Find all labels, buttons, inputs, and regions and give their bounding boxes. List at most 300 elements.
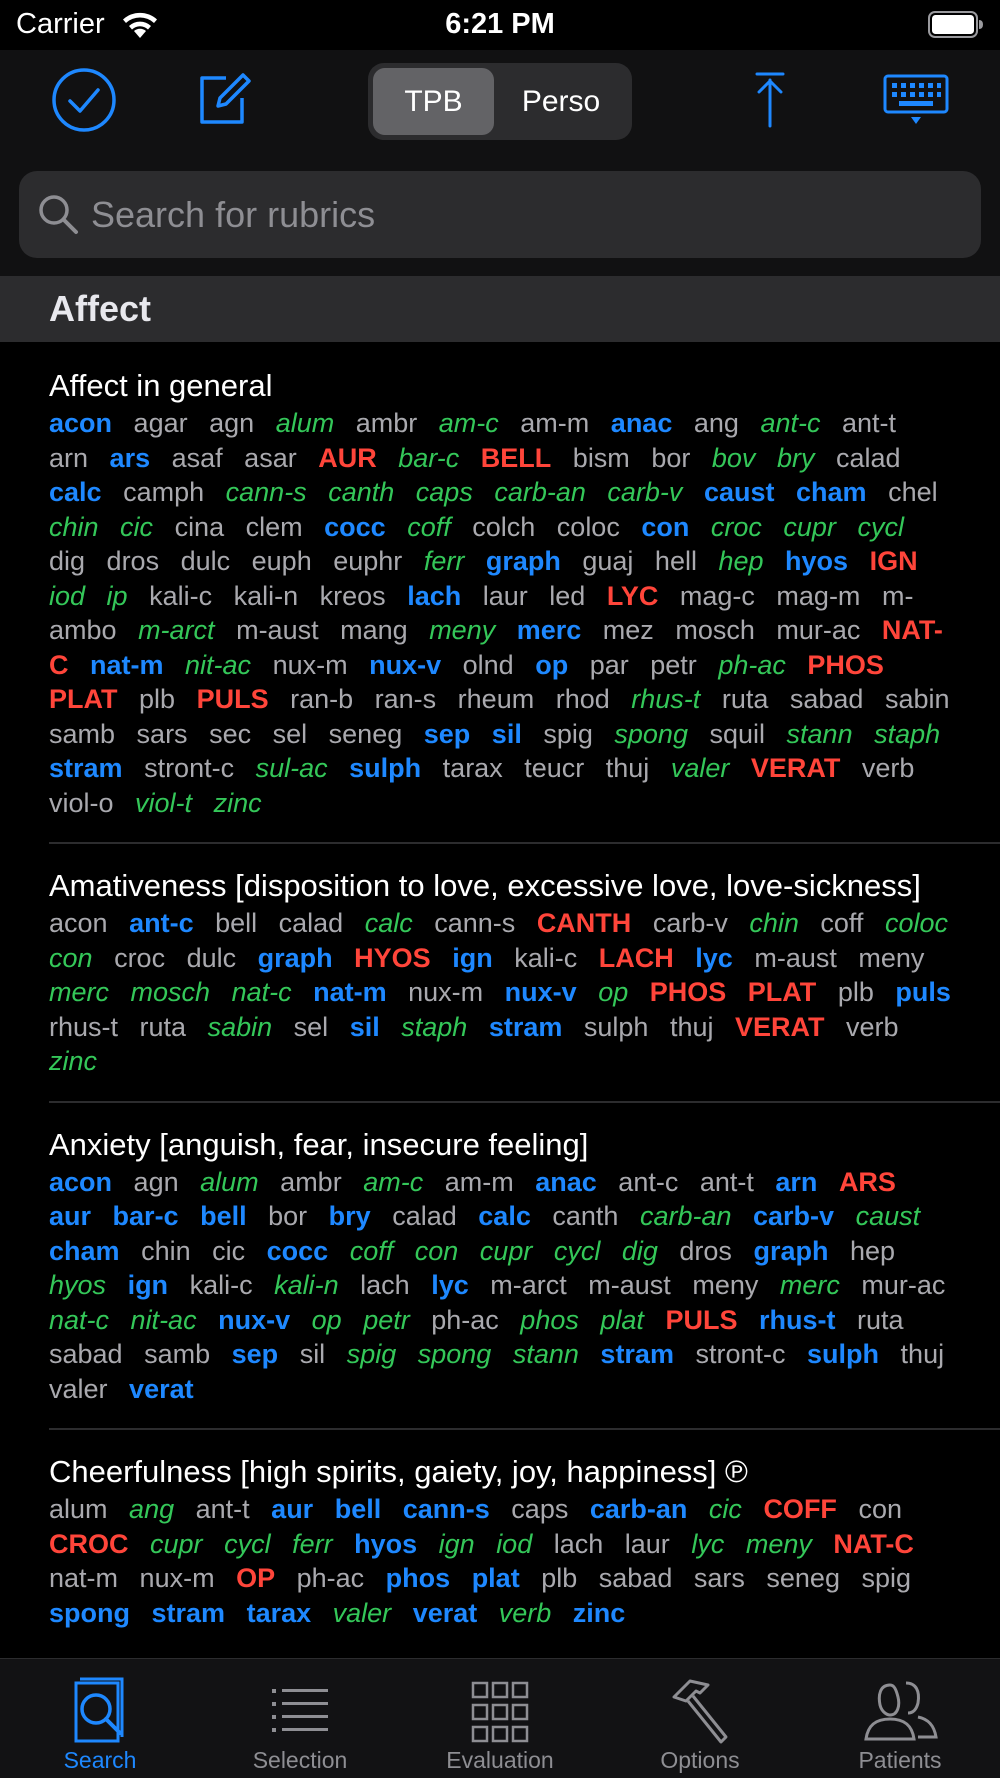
remedy[interactable]: stram (49, 753, 123, 783)
remedy[interactable]: coff (820, 908, 864, 938)
remedy[interactable]: staph (874, 718, 941, 749)
remedy[interactable]: meny (745, 1528, 812, 1559)
remedy[interactable]: stront-c (144, 753, 235, 783)
remedy[interactable]: AUR (318, 442, 377, 473)
remedy[interactable]: BELL (480, 442, 552, 473)
remedy[interactable]: lyc (431, 1270, 469, 1300)
rubric-item[interactable] (0, 1428, 1000, 1652)
remedy[interactable]: merc (49, 977, 109, 1007)
remedy[interactable]: samb (49, 718, 116, 749)
scroll-to-top-icon[interactable] (755, 72, 785, 128)
remedy[interactable]: rheum (457, 684, 535, 714)
remedy[interactable]: am-m (520, 408, 590, 438)
remedy[interactable]: con (858, 1494, 902, 1524)
remedy[interactable]: croc (114, 942, 166, 973)
remedy[interactable]: CROC (49, 1528, 129, 1559)
remedy[interactable]: bell (215, 908, 258, 938)
remedy[interactable]: olnd (462, 649, 514, 680)
remedy[interactable]: rhus-t (631, 684, 701, 714)
remedy[interactable]: PHOS (807, 649, 884, 680)
remedy[interactable]: acon (49, 908, 108, 938)
remedy[interactable]: anac (535, 1166, 597, 1197)
remedy[interactable]: hep (718, 546, 764, 576)
remedy[interactable]: spong (614, 718, 688, 749)
remedy[interactable]: agn (133, 1166, 179, 1197)
list-icon (260, 1675, 340, 1749)
remedy[interactable]: plat (600, 1304, 644, 1335)
remedy[interactable]: merc (779, 1270, 840, 1300)
remedy[interactable]: mosch (675, 615, 755, 645)
remedy[interactable]: m-ambo (49, 580, 914, 645)
remedy[interactable]: nux-m (272, 649, 348, 680)
remedy[interactable]: thuj (669, 1011, 714, 1042)
segment-tpb[interactable]: TPB (373, 68, 494, 135)
remedy[interactable]: tarax (246, 1597, 312, 1628)
remedy[interactable]: cic (120, 511, 154, 542)
remedy[interactable]: teucr (524, 753, 585, 783)
remedy[interactable]: nux-m (139, 1563, 215, 1593)
rubric-item[interactable] (0, 342, 1000, 842)
remedy[interactable]: cham (796, 477, 867, 507)
tab-evaluation[interactable] (400, 1659, 600, 1778)
remedy[interactable]: valer (332, 1597, 392, 1628)
remedy[interactable]: carb-v (753, 1201, 835, 1231)
remedy[interactable]: alum (200, 1166, 259, 1197)
remedy[interactable]: sabin (884, 684, 950, 714)
remedy[interactable]: arn (49, 442, 89, 473)
remedy[interactable]: bell (334, 1494, 382, 1524)
remedy[interactable]: calad (835, 442, 901, 473)
segment-perso[interactable]: Perso (521, 85, 601, 118)
remedy[interactable]: carb-v (652, 908, 728, 938)
rubric-item[interactable] (0, 842, 1000, 1101)
keyboard-dismiss-icon[interactable] (883, 74, 949, 126)
remedy[interactable]: camph (123, 477, 205, 507)
remedy[interactable]: ARS (838, 1166, 896, 1197)
remedy[interactable]: COFF (763, 1494, 837, 1524)
remedy[interactable]: acon (49, 1166, 113, 1197)
rubric-list[interactable] (0, 342, 1000, 1658)
remedy[interactable]: ruta (139, 1011, 187, 1042)
tab-options[interactable] (600, 1659, 800, 1778)
remedy[interactable]: chel (888, 477, 938, 507)
remedy[interactable]: kali-c (514, 942, 578, 973)
remedy[interactable]: m-aust (754, 942, 837, 973)
remedy[interactable]: sec (209, 718, 252, 749)
remedy[interactable]: euph (251, 546, 312, 576)
remedy[interactable]: con (414, 1235, 459, 1266)
remedy[interactable]: asar (244, 442, 297, 473)
remedy[interactable]: hell (654, 546, 697, 576)
remedy[interactable]: kali-n (233, 580, 299, 611)
remedy[interactable]: nux-m (408, 977, 484, 1007)
remedy[interactable]: graph (485, 546, 561, 576)
rubric-title: Anxiety [anguish, fear, insecure feeling] (49, 1126, 589, 1162)
remedy[interactable]: chin (749, 908, 799, 938)
remedy[interactable]: kali-c (189, 1270, 253, 1300)
remedy[interactable]: sil (349, 1011, 380, 1042)
remedy[interactable]: bry (328, 1201, 371, 1231)
remedy[interactable]: rhus-t (49, 1011, 119, 1042)
remedy[interactable]: ph-ac (431, 1304, 499, 1335)
remedy[interactable]: ph-ac (296, 1563, 365, 1593)
remedy[interactable]: cocc (266, 1235, 329, 1266)
remedy[interactable]: nit-ac (130, 1304, 197, 1335)
remedy[interactable]: kali-n (274, 1270, 339, 1300)
remedy[interactable]: verat (129, 1373, 194, 1404)
remedy[interactable]: caps (511, 1494, 569, 1524)
remedy[interactable]: bism (572, 442, 630, 473)
tab-search[interactable] (0, 1659, 200, 1778)
remedy[interactable]: alum (49, 1494, 108, 1524)
remedy[interactable]: mang (340, 615, 408, 645)
remedy[interactable]: coff (349, 1235, 394, 1266)
remedy[interactable]: HYOS (354, 942, 431, 973)
remedy[interactable]: nat-m (49, 1563, 119, 1593)
remedy[interactable]: meny (429, 615, 496, 645)
remedy[interactable]: squil (709, 718, 766, 749)
remedy[interactable]: verat (412, 1597, 478, 1628)
remedy[interactable]: nat-m (90, 649, 164, 680)
remedy[interactable]: ang (129, 1494, 175, 1524)
remedy[interactable]: dulc (180, 546, 231, 576)
remedy[interactable]: VERAT (735, 1011, 825, 1042)
remedy[interactable]: sil (299, 1339, 326, 1369)
remedy[interactable]: am-m (444, 1166, 514, 1197)
remedy[interactable]: sulph (583, 1011, 649, 1042)
remedy[interactable]: meny (692, 1270, 759, 1300)
remedy[interactable]: canth (328, 477, 395, 507)
remedy[interactable]: lyc (691, 1528, 725, 1559)
remedy[interactable]: sabad (49, 1339, 123, 1369)
remedy[interactable]: VERAT (750, 753, 841, 783)
remedy[interactable]: mosch (130, 977, 211, 1007)
remedy[interactable]: coloc (556, 511, 620, 542)
remedy[interactable]: sabad (789, 684, 864, 714)
remedy[interactable]: cupr (479, 1235, 533, 1266)
remedy[interactable]: ign (452, 942, 493, 973)
remedy[interactable]: dig (49, 546, 86, 576)
remedy[interactable]: cann-s (434, 908, 516, 938)
remedy[interactable]: carb-an (639, 1201, 732, 1231)
remedy[interactable]: alum (275, 408, 335, 438)
remedy[interactable]: spig (346, 1339, 397, 1369)
remedy[interactable]: phos (520, 1304, 579, 1335)
remedy[interactable]: spong (49, 1597, 130, 1628)
remedy[interactable]: m-arct (490, 1270, 567, 1300)
remedy[interactable]: ant-c (618, 1166, 679, 1197)
remedy[interactable]: IGN (869, 546, 918, 576)
remedy[interactable]: hyos (49, 1270, 107, 1300)
remedy[interactable]: rhus-t (758, 1304, 836, 1335)
remedy[interactable]: croc (710, 511, 762, 542)
remedy[interactable]: cic (708, 1494, 742, 1524)
remedy[interactable]: nux-v (218, 1304, 291, 1335)
remedy[interactable]: mur-ac (861, 1270, 946, 1300)
remedy[interactable]: viol-o (49, 787, 114, 818)
remedy[interactable]: stann (786, 718, 853, 749)
remedy[interactable]: bor (268, 1201, 308, 1231)
remedy[interactable]: dros (679, 1235, 732, 1266)
remedy[interactable]: ferr (423, 546, 465, 576)
remedy[interactable]: guaj (582, 546, 634, 576)
checkmark-circle-icon[interactable] (51, 67, 117, 133)
remedy[interactable]: zinc (49, 1046, 98, 1076)
remedy[interactable]: canth (552, 1201, 619, 1231)
remedy[interactable]: cupr (783, 511, 836, 542)
remedy[interactable]: ign (438, 1528, 475, 1559)
remedy[interactable]: plb (139, 684, 176, 714)
remedy[interactable]: lach (407, 580, 462, 611)
remedy[interactable]: valer (49, 1373, 108, 1404)
remedy[interactable]: ant-t (699, 1166, 754, 1197)
remedy[interactable]: ant-c (760, 408, 821, 438)
remedy[interactable]: colch (472, 511, 536, 542)
remedy[interactable]: sul-ac (255, 753, 328, 783)
remedy[interactable]: verb (498, 1597, 552, 1628)
remedy[interactable]: ruta (721, 684, 769, 714)
remedy[interactable]: agn (209, 408, 255, 438)
remedy[interactable]: sabin (207, 1011, 273, 1042)
remedy[interactable]: hyos (354, 1528, 418, 1559)
remedy[interactable]: am-c (363, 1166, 424, 1197)
remedy[interactable]: bar-c (112, 1201, 179, 1231)
remedy[interactable]: graph (753, 1235, 829, 1266)
remedy[interactable]: LYC (606, 580, 659, 611)
remedy[interactable]: bry (776, 442, 815, 473)
remedy[interactable]: ip (106, 580, 128, 611)
remedy[interactable]: cina (174, 511, 225, 542)
remedy[interactable]: bov (711, 442, 756, 473)
remedy[interactable]: verb (861, 753, 915, 783)
search-input[interactable] (91, 171, 961, 258)
search-field[interactable] (19, 171, 981, 258)
remedy[interactable]: sil (491, 718, 522, 749)
remedy[interactable]: stront-c (695, 1339, 786, 1369)
remedy[interactable]: sulph (349, 753, 422, 783)
remedy[interactable]: op (535, 649, 569, 680)
remedy[interactable]: calc (364, 908, 413, 938)
remedy[interactable]: tarax (442, 753, 503, 783)
remedy[interactable]: NAT-C (49, 615, 943, 680)
remedy[interactable]: bell (200, 1201, 247, 1231)
remedy[interactable]: con (49, 942, 93, 973)
remedy[interactable]: chin (49, 511, 99, 542)
remedy[interactable]: m-arct (138, 615, 215, 645)
remedy[interactable]: thuj (605, 753, 650, 783)
remedy[interactable]: acon (49, 408, 113, 438)
remedy[interactable]: ruta (856, 1304, 904, 1335)
remedy[interactable]: OP (236, 1563, 276, 1593)
compose-icon[interactable] (196, 70, 252, 126)
remedy[interactable]: sulph (807, 1339, 880, 1369)
remedy[interactable]: lach (553, 1528, 604, 1559)
remedy[interactable]: seneg (766, 1563, 840, 1593)
remedy[interactable]: calc (49, 477, 102, 507)
remedy[interactable]: zinc (213, 787, 262, 818)
remedy[interactable]: caps (415, 477, 473, 507)
remedy[interactable]: stram (488, 1011, 563, 1042)
remedy[interactable]: carb-an (494, 477, 586, 507)
remedy[interactable]: calad (278, 908, 344, 938)
remedy[interactable]: nat-c (231, 977, 292, 1007)
remedy[interactable]: petr (650, 649, 697, 680)
remedy[interactable]: nux-v (369, 649, 442, 680)
remedy[interactable]: plat (471, 1563, 520, 1593)
remedy[interactable]: con (641, 511, 690, 542)
remedy[interactable]: ambr (280, 1166, 342, 1197)
remedy[interactable]: sabad (598, 1563, 673, 1593)
remedy[interactable]: PULS (665, 1304, 738, 1335)
remedy[interactable]: laur (482, 580, 528, 611)
remedy[interactable]: rhod (555, 684, 610, 714)
remedy[interactable]: am-c (438, 408, 499, 438)
remedy[interactable]: aur (49, 1201, 92, 1231)
remedy[interactable]: cocc (324, 511, 386, 542)
remedy[interactable]: dros (106, 546, 160, 576)
remedy[interactable]: asaf (171, 442, 223, 473)
remedy[interactable]: spig (861, 1563, 912, 1593)
remedy[interactable]: arn (775, 1166, 818, 1197)
remedy[interactable]: mag-m (776, 580, 861, 611)
remedy[interactable]: cycl (553, 1235, 601, 1266)
remedy[interactable]: anac (610, 408, 673, 438)
remedy[interactable]: ant-t (841, 408, 897, 438)
remedy[interactable]: iod (496, 1528, 533, 1559)
remedy[interactable]: spong (417, 1339, 492, 1369)
rubric-item[interactable] (0, 1101, 1000, 1429)
remedy[interactable]: carb-an (589, 1494, 688, 1524)
remedy[interactable]: chin (141, 1235, 191, 1266)
tab-selection[interactable] (200, 1659, 400, 1778)
remedy[interactable]: puls (895, 977, 951, 1007)
remedy[interactable]: mur-ac (776, 615, 861, 645)
remedy[interactable]: meny (858, 942, 925, 973)
remedy[interactable]: caust (703, 477, 775, 507)
remedy[interactable]: PHOS (649, 977, 727, 1007)
remedy[interactable]: graph (257, 942, 333, 973)
remedy[interactable]: CANTH (536, 908, 632, 938)
remedy[interactable]: kreos (319, 580, 386, 611)
remedy[interactable]: sars (693, 1563, 745, 1593)
remedy[interactable]: samb (144, 1339, 211, 1369)
remedy[interactable]: nux-v (504, 977, 577, 1007)
remedy[interactable]: merc (516, 615, 582, 645)
remedy[interactable]: verb (846, 1011, 899, 1042)
section-header (0, 276, 1000, 342)
remedy[interactable]: par (589, 649, 629, 680)
remedy[interactable]: bor (651, 442, 691, 473)
remedy[interactable]: thuj (900, 1339, 945, 1369)
remedy[interactable]: cic (212, 1235, 246, 1266)
remedy[interactable]: petr (363, 1304, 410, 1335)
remedy[interactable]: sep (423, 718, 471, 749)
remedy[interactable]: ferr (292, 1528, 333, 1559)
remedy[interactable]: nat-m (313, 977, 387, 1007)
remedy[interactable]: bar-c (398, 442, 460, 473)
remedy[interactable]: dig (621, 1235, 658, 1266)
remedy[interactable]: kali-c (149, 580, 213, 611)
remedy[interactable]: dulc (186, 942, 237, 973)
remedy[interactable]: PLAT (49, 684, 118, 714)
remedy[interactable]: lach (360, 1270, 410, 1300)
remedy[interactable]: op (311, 1304, 342, 1335)
remedy[interactable]: ran-b (290, 684, 354, 714)
remedy[interactable]: m-aust (236, 615, 319, 645)
remedy[interactable]: stann (512, 1339, 579, 1369)
remedy[interactable]: PLAT (747, 977, 817, 1007)
remedy[interactable]: valer (670, 753, 730, 783)
remedy[interactable]: m-aust (588, 1270, 671, 1300)
remedy[interactable]: ph-ac (718, 649, 786, 680)
remedy[interactable]: aur (271, 1494, 314, 1524)
remedy[interactable]: stram (600, 1339, 674, 1369)
remedy[interactable]: ant-c (129, 908, 194, 938)
remedy[interactable]: spig (543, 718, 593, 749)
tab-patients[interactable] (800, 1659, 1000, 1778)
remedy[interactable]: cycl (857, 511, 904, 542)
remedy[interactable]: PULS (196, 684, 269, 714)
remedy[interactable]: ars (109, 442, 151, 473)
remedy[interactable]: op (598, 977, 629, 1007)
remedy[interactable]: euphr (333, 546, 403, 576)
remedy[interactable]: NAT-C (833, 1528, 914, 1559)
remedy[interactable]: iod (49, 580, 86, 611)
remedy[interactable]: ign (127, 1270, 169, 1300)
remedy[interactable]: mag-c (679, 580, 755, 611)
remedy[interactable]: ran-s (374, 684, 437, 714)
remedy[interactable]: ant-t (195, 1494, 250, 1524)
remedy[interactable]: phos (385, 1563, 451, 1593)
remedy[interactable]: agar (133, 408, 188, 438)
remedy[interactable]: sel (293, 1011, 329, 1042)
remedy[interactable]: staph (401, 1011, 468, 1042)
remedy[interactable]: cycl (224, 1528, 271, 1559)
remedy[interactable]: mez (602, 615, 654, 645)
remedy[interactable]: ambr (355, 408, 418, 438)
remedy[interactable]: cham (49, 1235, 120, 1266)
remedy[interactable]: clem (245, 511, 303, 542)
remedy[interactable]: nat-c (49, 1304, 110, 1335)
remedy[interactable]: hyos (785, 546, 849, 576)
remedy[interactable]: led (549, 580, 586, 611)
remedy[interactable]: hep (849, 1235, 896, 1266)
remedy[interactable]: nit-ac (185, 649, 252, 680)
remedy[interactable]: zinc (572, 1597, 626, 1628)
remedy[interactable]: caust (855, 1201, 921, 1231)
remedy[interactable]: carb-v (607, 477, 683, 507)
remedy[interactable]: stram (151, 1597, 226, 1628)
remedy[interactable]: calc (478, 1201, 531, 1231)
remedy[interactable]: viol-t (135, 787, 193, 818)
remedy[interactable]: lyc (695, 942, 733, 973)
remedy[interactable]: cann-s (402, 1494, 490, 1524)
remedy[interactable]: calad (392, 1201, 457, 1231)
remedy[interactable]: plb (541, 1563, 578, 1593)
remedy[interactable]: sars (136, 718, 188, 749)
remedy[interactable]: sep (231, 1339, 279, 1369)
remedy[interactable]: coloc (884, 908, 948, 938)
remedy[interactable]: coff (407, 511, 451, 542)
remedy[interactable]: seneg (328, 718, 403, 749)
remedy[interactable]: ang (693, 408, 739, 438)
remedy[interactable]: LACH (598, 942, 674, 973)
remedy[interactable]: plb (837, 977, 874, 1007)
remedy[interactable]: laur (624, 1528, 670, 1559)
remedy[interactable]: sel (272, 718, 308, 749)
remedy[interactable]: cupr (150, 1528, 203, 1559)
remedy[interactable]: cann-s (225, 477, 307, 507)
